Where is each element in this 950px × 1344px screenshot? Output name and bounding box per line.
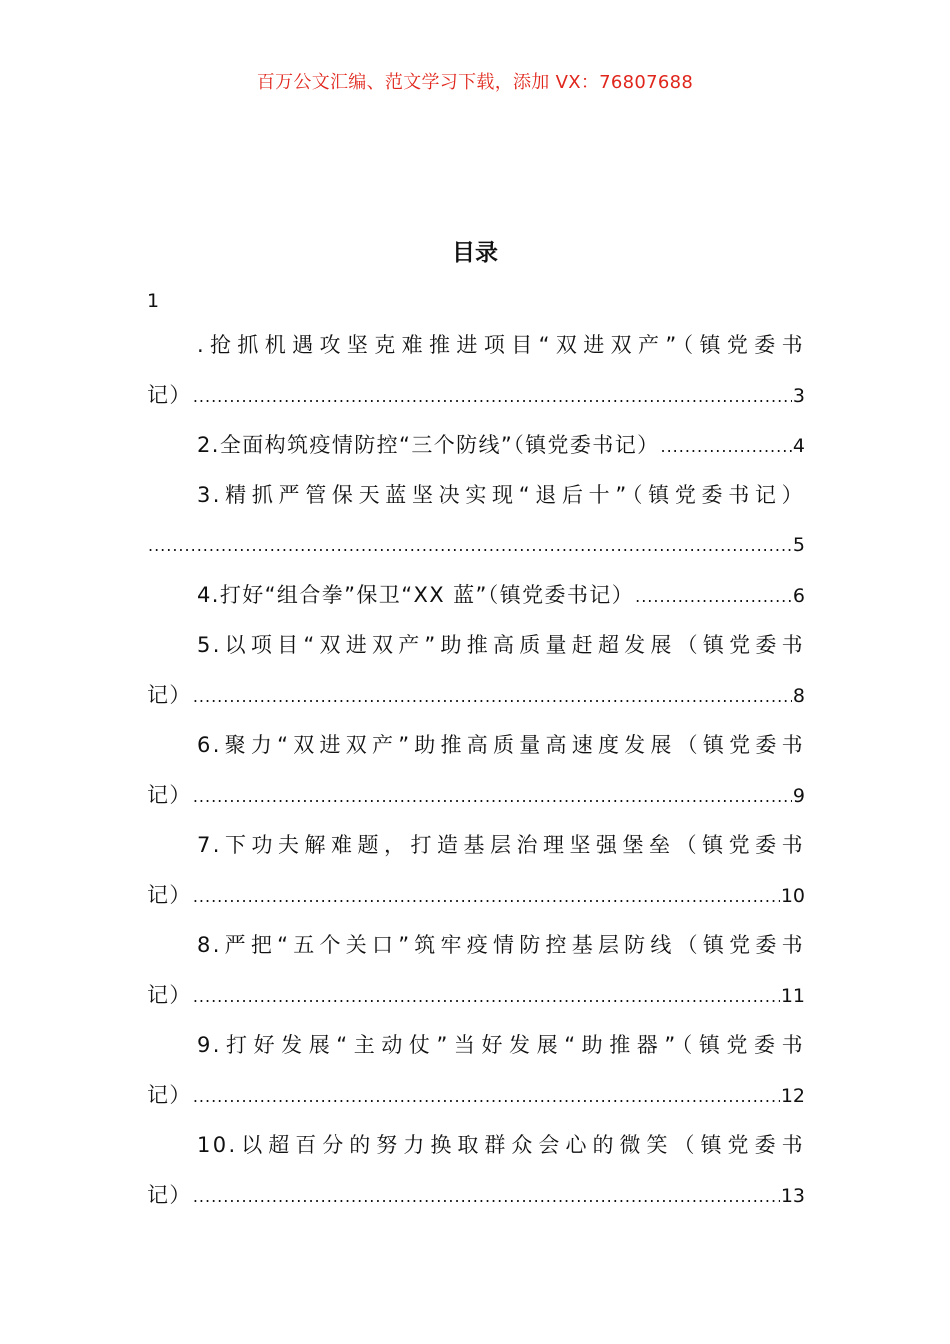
toc-entry-text: 5.以项目“双进双产”助推高质量赶超发展（镇党委书	[197, 633, 805, 657]
toc-entry-text: 9.打好发展“主动仗”当好发展“助推器”（镇党委书	[197, 1033, 805, 1057]
dot-leader	[193, 1072, 780, 1122]
toc-entry-text: .抢抓机遇攻坚克难推进项目“双进双产”（镇党委书	[197, 333, 805, 357]
header-banner: 百万公文汇编、范文学习下载，添加 VX：76807688	[256, 72, 694, 93]
toc-entry-text: 6.聚力“双进双产”助推高质量高速度发展（镇党委书	[197, 733, 805, 757]
toc-entry-9-line1[interactable]	[147, 1020, 805, 1070]
toc-page-number: 8	[792, 685, 805, 707]
toc-entry-text: 记）	[147, 683, 192, 707]
toc-entry-text: 记）	[147, 883, 192, 907]
toc-entry-text: 3.精抓严管保天蓝坚决实现“退后十”（镇党委书记）	[197, 483, 805, 507]
toc-title: 目录	[452, 240, 498, 266]
toc-leading-number: 1	[147, 290, 160, 312]
toc-page-number: 9	[792, 785, 805, 807]
toc-entry-text: 2.全面构筑疫情防控“三个防线”（镇党委书记）	[197, 433, 660, 457]
dot-leader	[635, 572, 792, 622]
toc-entry-10-line2[interactable]	[147, 1170, 805, 1220]
toc-entry-9-line2[interactable]	[147, 1070, 805, 1120]
toc-entry-text: 记）	[147, 383, 192, 407]
toc-page-number: 6	[792, 585, 805, 607]
toc-entry-text: 8.严把“五个关口”筑牢疫情防控基层防线（镇党委书	[197, 933, 805, 957]
toc-entry-text: 记）	[147, 1183, 192, 1207]
toc-entry-8-line1[interactable]	[147, 920, 805, 970]
toc-entry-2[interactable]	[147, 420, 805, 470]
dot-leader	[193, 1172, 780, 1222]
dot-leader	[193, 872, 780, 922]
dot-leader	[193, 672, 792, 722]
toc-page-number: 12	[780, 1085, 805, 1107]
toc-entry-text: 记）	[147, 1083, 192, 1107]
toc-entry-5-line2[interactable]	[147, 670, 805, 720]
toc-list	[147, 280, 805, 1220]
toc-entry-7-line1[interactable]	[147, 820, 805, 870]
toc-entry-text: 7.下功夫解难题，打造基层治理坚强堡垒（镇党委书	[197, 833, 805, 857]
toc-entry-10-line1[interactable]	[147, 1120, 805, 1170]
toc-entry-text: 10.以超百分的努力换取群众会心的微笑（镇党委书	[197, 1133, 805, 1157]
toc-entry-3-line1[interactable]	[147, 470, 805, 520]
toc-page-number: 10	[780, 885, 805, 907]
dot-leader	[193, 772, 792, 822]
toc-entry-6-line2[interactable]	[147, 770, 805, 820]
dot-leader	[193, 972, 780, 1022]
toc-entry-6-line1[interactable]	[147, 720, 805, 770]
toc-entry-8-line2[interactable]	[147, 970, 805, 1020]
dot-leader	[193, 372, 792, 422]
toc-page-number: 3	[792, 385, 805, 407]
toc-page-number: 13	[780, 1185, 805, 1207]
toc-entry-text: 记）	[147, 783, 192, 807]
dot-leader	[148, 521, 792, 571]
toc-entry-7-line2[interactable]	[147, 870, 805, 920]
toc-entry-5-line1[interactable]	[147, 620, 805, 670]
toc-page-number: 5	[792, 534, 805, 556]
toc-entry-1-line1[interactable]	[147, 320, 805, 370]
toc-entry-4[interactable]	[147, 570, 805, 620]
toc-entry-3-line2[interactable]	[147, 520, 805, 570]
toc-entry-1-line2[interactable]	[147, 370, 805, 420]
dot-leader	[661, 422, 792, 472]
toc-entry-text: 4.打好“组合拳”保卫“XX 蓝”（镇党委书记）	[197, 583, 635, 607]
toc-page-number: 11	[780, 985, 805, 1007]
toc-entry-text: 记）	[147, 983, 192, 1007]
toc-page-number: 4	[792, 435, 805, 457]
